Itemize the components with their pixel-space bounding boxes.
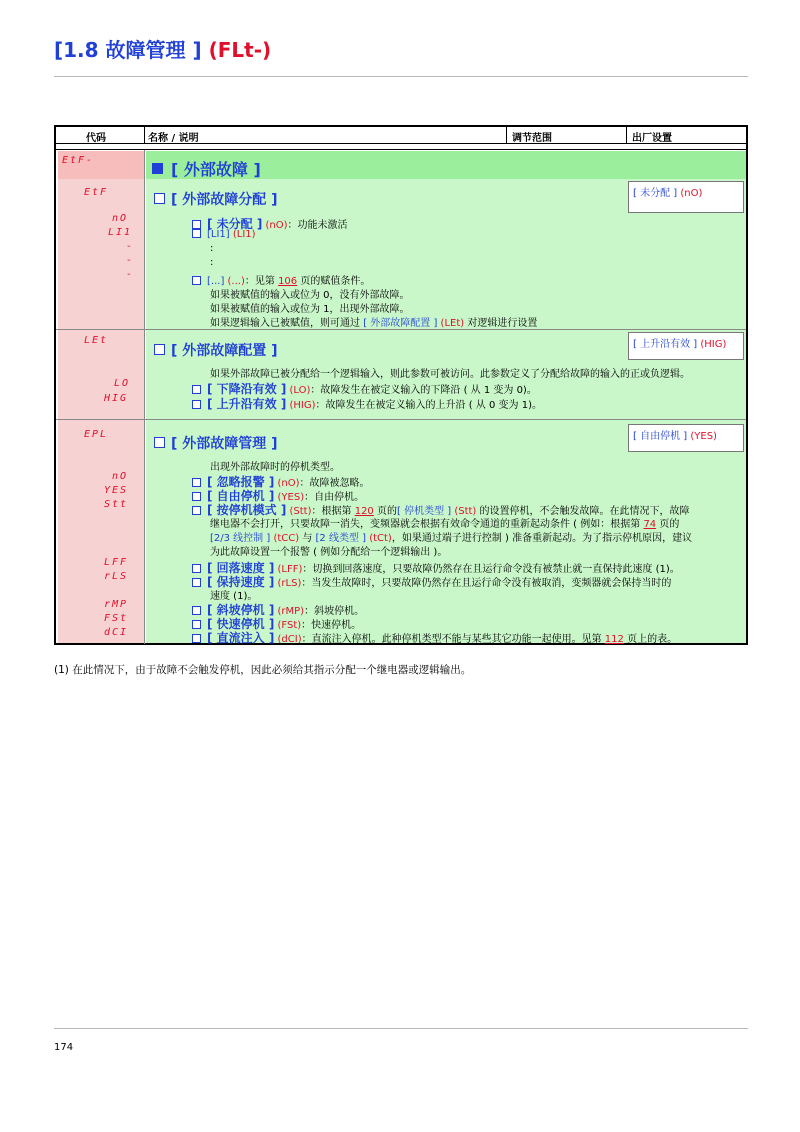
etf-note-1: 如果被赋值的输入或位为 0，没有外部故障。 — [210, 290, 410, 301]
footnote: (1) 在此情况下，由于故障不会触发停机，因此必须给其指示分配一个继电器或逻辑输出。 — [54, 664, 472, 676]
epl-opt-dci: [ 直流注入 ] (dCI)：直流注入停机。此种停机类型不能与某些其它功能一起使用。见第 112 页上的表。 — [192, 629, 677, 646]
checkbox-icon — [192, 220, 201, 229]
top-divider — [54, 76, 748, 77]
etf-code: EtF — [84, 187, 109, 198]
square-bullet-icon — [152, 163, 163, 174]
checkbox-icon — [192, 229, 201, 238]
epl-rls-code: rLS — [104, 571, 129, 582]
checkbox-icon — [192, 385, 201, 394]
etf-default-box: [ 未分配 ] (nO) — [628, 181, 744, 213]
let-desc: 如果外部故障已被分配给一个逻辑输入，则此参数可被访问。此参数定义了分配给故障的输入的正或负逻辑。 — [210, 369, 690, 380]
epl-desc: 出现外部故障时的停机类型。 — [210, 462, 340, 473]
etf-opt-dots: [...] (...)：见第 106 页的赋值条件。 — [192, 272, 370, 287]
checkbox-icon — [192, 564, 201, 573]
etf-opt-no: [ 未分配 ] (nO)：功能未激活 — [192, 215, 348, 232]
epl-opt-yes: [ 自由停机 ] (YES)：自由停机。 — [192, 487, 364, 504]
etf-opt-li1-code: LI1 — [108, 227, 133, 238]
epl-rmp-code: rMP — [104, 599, 129, 610]
let-lo-code: LO — [114, 378, 131, 389]
etf-dash-1: - — [126, 241, 135, 252]
epl-stt-line-3: [2/3 线控制 ] (tCC) 与 [2 线类型 ] (tCt)，如果通过端子进行控制 ) 准备重新起动。为了指示停机原因，建议 — [210, 533, 693, 544]
let-title: [ 外部故障配置 ] — [154, 340, 278, 360]
etf-colon-1: : — [210, 243, 214, 254]
epl-fst-code: FSt — [104, 613, 129, 624]
parameter-table — [54, 125, 748, 645]
let-default-box: [ 上升沿有效 ] (HIG) — [628, 332, 744, 360]
group-code: EtF- — [62, 155, 95, 166]
checkbox-icon — [192, 620, 201, 629]
epl-stt-line-2: 继电器不会打开，只要故障一消失，变频器就会根据有效命令通道的重新起动条件 ( 例如：根据第 74 页的 — [210, 519, 680, 530]
header-default: 出厂设置 — [632, 133, 672, 144]
let-code: LEt — [84, 335, 109, 346]
epl-opt-lff: [ 回落速度 ] (LFF)：切换到回落速度，只要故障仍然存在且运行命令没有被禁止就一直保持此速度 (1)。 — [192, 559, 680, 576]
etf-opt-li1: [LI1] (LI1) — [192, 229, 256, 240]
checkbox-icon — [192, 400, 201, 409]
checkbox-icon — [154, 344, 165, 355]
etf-opt-no-code: nO — [112, 213, 129, 224]
header-range: 调节范围 — [512, 133, 552, 144]
etf-note-2: 如果被赋值的输入或位为 1，出现外部故障。 — [210, 304, 410, 315]
epl-opt-no: [ 忽略报警 ] (nO)：故障被忽略。 — [192, 473, 370, 490]
page-title: [1.8 故障管理 ] (FLt-) — [54, 38, 272, 62]
epl-rls-line-2: 速度 (1)。 — [210, 591, 258, 602]
checkbox-icon — [192, 478, 201, 487]
header-code: 代码 — [86, 133, 106, 144]
epl-lff-code: LFF — [104, 557, 129, 568]
epl-dci-code: dCI — [104, 627, 129, 638]
page-link[interactable]: 74 — [643, 519, 657, 530]
page-link[interactable]: 112 — [604, 634, 624, 645]
page-number: 174 — [54, 1042, 74, 1053]
checkbox-icon — [192, 506, 201, 515]
code-column-bg — [58, 151, 144, 643]
etf-colon-2: : — [210, 257, 214, 268]
let-opt-hig: [ 上升沿有效 ] (HIG)：故障发生在被定义输入的上升沿 ( 从 0 变为 1)。 — [192, 395, 542, 412]
epl-yes-code: YES — [104, 485, 129, 496]
etf-title: [ 外部故障分配 ] — [154, 189, 278, 209]
let-hig-code: HIG — [104, 393, 129, 404]
bottom-divider — [54, 1028, 748, 1029]
epl-opt-fst: [ 快速停机 ] (FSt)：快速停机。 — [192, 615, 361, 632]
epl-default-box: [ 自由停机 ] (YES) — [628, 424, 744, 452]
checkbox-icon — [192, 634, 201, 643]
epl-stt-code: Stt — [104, 499, 129, 510]
table-header — [56, 127, 746, 144]
let-opt-lo: [ 下降沿有效 ] (LO)：故障发生在被定义输入的下降沿 ( 从 1 变为 0)。 — [192, 380, 537, 397]
page-link[interactable]: 120 — [354, 506, 374, 517]
checkbox-icon — [192, 492, 201, 501]
page-link[interactable]: 106 — [278, 276, 298, 287]
etf-note-3: 如果逻辑输入已被赋值，则可通过 [ 外部故障配置 ] (LEt) 对逻辑进行设置 — [210, 318, 538, 329]
checkbox-icon — [192, 606, 201, 615]
epl-title: [ 外部故障管理 ] — [154, 433, 278, 453]
epl-no-code: nO — [112, 471, 129, 482]
header-name: 名称 / 说明 — [148, 133, 199, 144]
checkbox-icon — [192, 578, 201, 587]
etf-dash-2: - — [126, 255, 135, 266]
etf-dash-3: - — [126, 269, 135, 280]
checkbox-icon — [154, 193, 165, 204]
epl-code: EPL — [84, 429, 109, 440]
epl-opt-rls: [ 保持速度 ] (rLS)：当发生故障时，只要故障仍然存在且运行命令没有被取消，变频器就会保持当时的 — [192, 573, 671, 590]
checkbox-icon — [192, 276, 201, 285]
epl-opt-stt: [ 按停机模式 ] (Stt)：根据第 120 页的[ 停机类型 ] (Stt) 的设置停机，不会触发故障。在此情况下，故障 — [192, 501, 690, 518]
checkbox-icon — [154, 437, 165, 448]
epl-stt-line-4: 为此故障设置一个报警 ( 例如分配给一个逻辑输出 )。 — [210, 547, 448, 558]
epl-opt-rmp: [ 斜坡停机 ] (rMP)：斜坡停机。 — [192, 601, 364, 618]
group-title: [ 外部故障 ] — [152, 157, 261, 180]
